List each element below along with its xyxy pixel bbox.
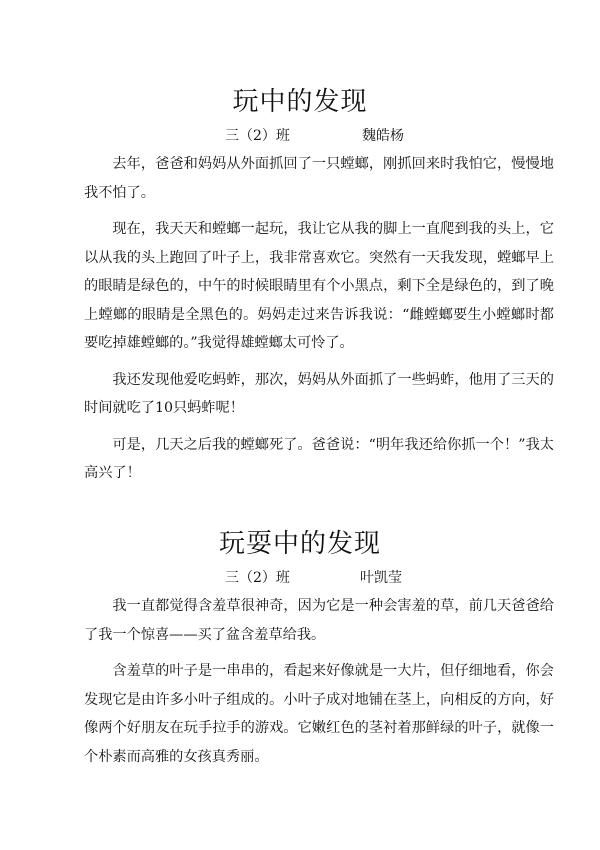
essay-1-byline <box>0 124 600 148</box>
essay-1-body <box>84 150 554 496</box>
essay-2-body <box>84 592 554 779</box>
essay-2-paragraph-2: 含羞草的叶子是一串串的，看起来好像就是一大片，但仔细地看，你会发现它是由许多小叶子组成的。小叶子成对地铺在茎上，向相反的方向，好像两个好朋友在玩手拉手的游戏。它嫩红色的茎衬着那鲜绿的叶子，就像一个朴素而高雅的女孩真秀丽。 <box>84 663 554 765</box>
essay-1 <box>0 84 600 481</box>
essay-2-title: 玩耍中的发现 <box>218 529 381 559</box>
essay-2-byline <box>0 566 600 590</box>
essay-2 <box>0 526 600 765</box>
essay-1-class: 三（2）班 <box>225 128 290 144</box>
essay-1-title: 玩中的发现 <box>232 87 368 117</box>
essay-1-paragraph-1: 去年，爸爸和妈妈从外面抓回了一只螳螂，刚抓回来时我怕它，慢慢地我不怕了。 <box>84 156 554 201</box>
essay-1-paragraph-2: 现在，我天天和螳螂一起玩，我让它从我的脚上一直爬到我的头上，它以从我的头上跑回了叶子上，我非常喜欢它。突然有一天我发现，螳螂早上的眼睛是绿色的，中午的时候眼睛里有个小黑点，剩下全是绿色的，到了晚上螳螂的眼睛是全黑色的。妈妈走过来告诉我说：“雌螳螂要生小螳螂时都要吃掉雄螳螂的。”我觉得雄螳螂太可怜了。 <box>84 221 554 351</box>
essay-1-author: 魏皓杨 <box>362 128 404 144</box>
essay-2-paragraph-1: 我一直都觉得含羞草很神奇，因为它是一种会害羞的草，前几天爸爸给了我一个惊喜——买了盆含羞草给我。 <box>84 598 554 643</box>
essay-1-paragraph-3: 我还发现他爱吃蚂蚱，那次，妈妈从外面抓了一些蚂蚱，他用了三天的时间就吃了10只蚂蚱呢！ <box>84 371 554 416</box>
essay-2-class: 三（2）班 <box>225 570 290 586</box>
essay-2-author: 叶凯莹 <box>360 570 402 586</box>
essay-1-paragraph-4: 可是，几天之后我的螳螂死了。爸爸说：“明年我还给你抓一个！”我太高兴了！ <box>84 436 554 481</box>
